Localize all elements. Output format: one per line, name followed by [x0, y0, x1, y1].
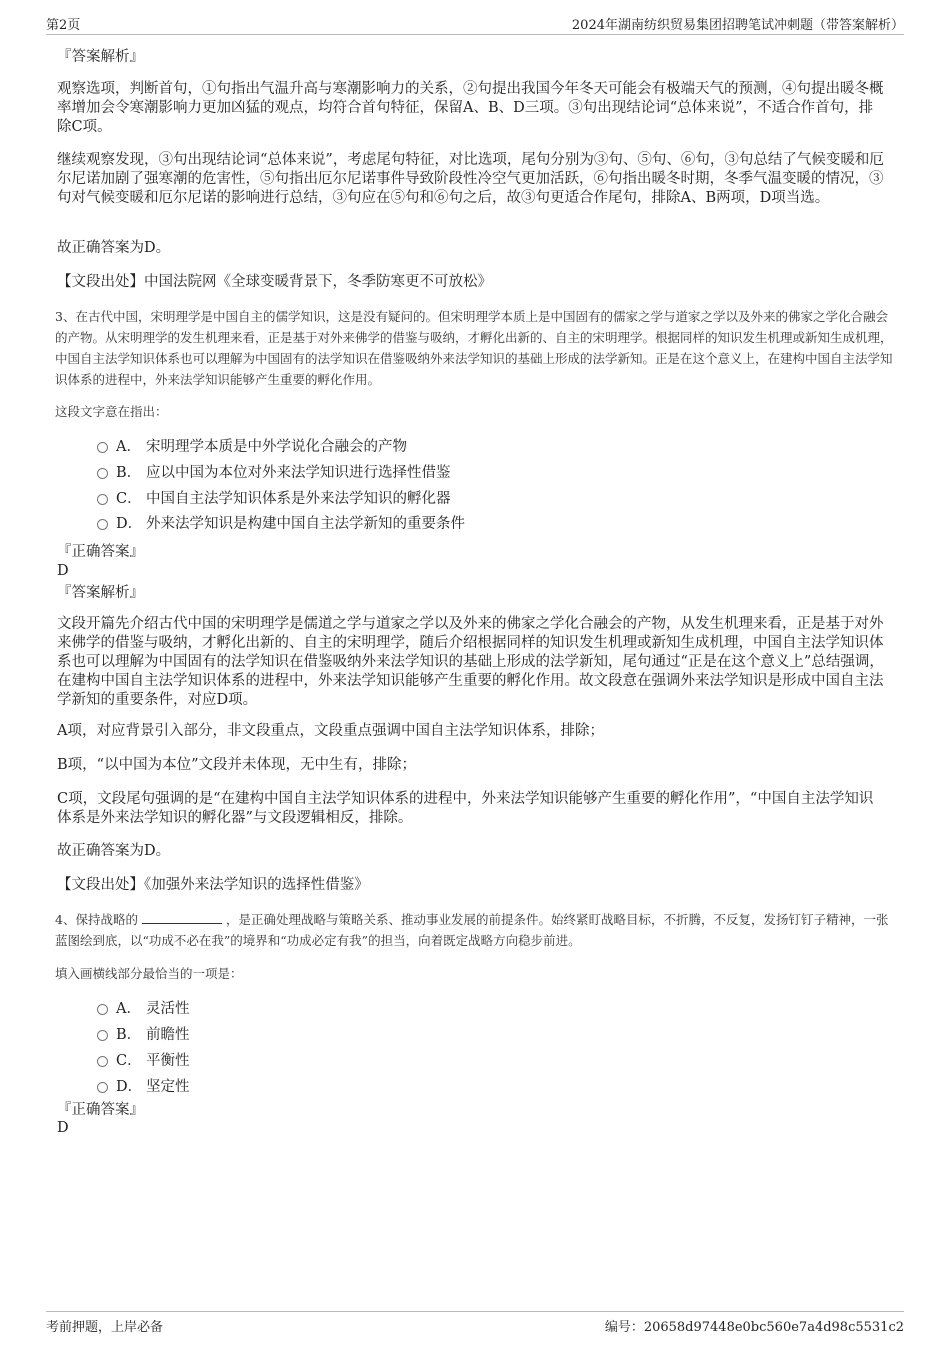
q3-option-a[interactable]: A． 宋明理学本质是中外学说化合融会的产物 [97, 437, 407, 457]
radio-icon[interactable] [97, 1030, 108, 1041]
document-title: 2024年湖南纺织贸易集团招聘笔试冲刺题（带答案解析） [571, 18, 904, 33]
radio-icon[interactable] [97, 1056, 108, 1067]
q4-option-a[interactable]: A． 灵活性 [97, 999, 190, 1019]
radio-icon[interactable] [97, 494, 108, 505]
prev-analysis-para-2: 继续观察发现，③句出现结论词“总体来说”，考虑尾句特征，对比选项，尾句分别为③句、⑤句、⑥句，③句总结了气候变暖和厄尔尼诺加剧了强寒潮的危害性，⑤句指出厄尔尼诺事件导致阶段性冷空气更加活跃，⑥句指出暖冬时期，冬季气温变暖的情况，③句对气候变暖和厄尔尼诺的影响进行总结，③句应在⑤句和⑥句之后，故③句更适合作尾句，排除A、B两项，D项当选。 [57, 152, 884, 206]
q3-option-c[interactable]: C． 中国自主法学知识体系是外来法学知识的孵化器 [97, 489, 451, 509]
q3-analysis-para-3: B项，“以中国为本位”文段并未体现，无中生有，排除； [57, 757, 416, 773]
q3-analysis-para-1: 文段开篇先介绍古代中国的宋明理学是儒道之学与道家之学以及外来的佛家之学化合融会的产物，从发生机理来看，正是基于对外来佛学的借鉴与吸纳，才孵化出新的、自主的宋明理学，随后介绍根据同样的知识发生机理或新知生成机理，中国自主法学知识体系也可以理解为中国固有的法学知识在借鉴吸纳外来法学知识的基础上形成的法学新知，尾句通过“正是在这个意义上”总结强调，在建构中国自主法学知识体系的进程中，外来法学知识能够产生重要的孵化作用。故文段意在强调外来法学知识是形成中国自主法学新知的重要条件，对应D项。 [57, 616, 884, 708]
page-number: 第2页 [46, 18, 81, 33]
q3-analysis-label: 『答案解析』 [57, 585, 144, 601]
q3-answer: D [57, 563, 69, 579]
fill-in-blank [142, 912, 222, 924]
radio-icon[interactable] [97, 1004, 108, 1015]
prev-source: 【文段出处】中国法院网《全球变暖背景下，冬季防寒更不可放松》 [57, 274, 492, 290]
prev-analysis-para-1: 观察选项，判断首句，①句指出气温升高与寒潮影响力的关系，②句提出我国今年冬天可能会有极端天气的预测，④句提出暖冬概率增加会令寒潮影响力更加凶猛的观点，均符合首句特征，保留A、B、D三项。③句出现结论词“总体来说”，不适合作首句，排除C项。 [57, 81, 884, 135]
q4-answer: D [57, 1120, 69, 1136]
q3-analysis-para-2: A项，对应背景引入部分，非文段重点，文段重点强调中国自主法学知识体系，排除； [57, 723, 604, 739]
prev-analysis-label: 『答案解析』 [57, 49, 144, 65]
q4-option-b[interactable]: B． 前瞻性 [97, 1025, 190, 1045]
radio-icon[interactable] [97, 442, 108, 453]
q3-prompt: 这段文字意在指出： [55, 404, 168, 419]
page-footer [46, 1311, 904, 1335]
q4-passage: 4、保持战略的 ，是正确处理战略与策略关系、推动事业发展的前提条件。始终紧盯战略目标，不折腾，不反复，发扬钉钉子精神，一张蓝图绘到底，以“功成不必在我”的境界和“功成必定有我”的担当，向着既定战略方向稳步前进。 [55, 912, 889, 948]
q3-passage: 3、在古代中国，宋明理学是中国自主的儒学知识，这是没有疑问的。但宋明理学本质上是中国固有的儒家之学与道家之学以及外来的佛家之学化合融会的产物。从宋明理学的发生机理来看，正是基于对外来佛学的借鉴与吸纳，才孵化出新的、自主的宋明理学。根据同样的知识发生机理或新知生成机理，中国自主法学知识体系也可以理解为中国固有的法学知识在借鉴吸纳外来法学知识的基础上形成的法学新知。正是在这个意义上，在建构中国自主法学知识体系的进程中，外来法学知识能够产生重要的孵化作用。 [55, 309, 893, 387]
footer-slogan: 考前押题，上岸必备 [46, 1320, 164, 1335]
q4-prompt: 填入画横线部分最恰当的一项是： [55, 966, 243, 981]
prev-conclusion: 故正确答案为D。 [57, 240, 171, 256]
document-code: 编号：20658d97448e0bc560e7a4d98c5531c2 [604, 1320, 904, 1335]
q4-option-d[interactable]: D． 坚定性 [97, 1077, 190, 1097]
q3-analysis-para-4: C项，文段尾句强调的是“在建构中国自主法学知识体系的进程中，外来法学知识能够产生重要的孵化作用”，“中国自主法学知识体系是外来法学知识的孵化器”与文段逻辑相反，排除。 [57, 791, 874, 826]
q4-option-c[interactable]: C． 平衡性 [97, 1051, 190, 1071]
radio-icon[interactable] [97, 519, 108, 530]
q3-option-d[interactable]: D． 外来法学知识是构建中国自主法学新知的重要条件 [97, 514, 465, 534]
radio-icon[interactable] [97, 468, 108, 479]
radio-icon[interactable] [97, 1082, 108, 1093]
q3-option-b[interactable]: B． 应以中国为本位对外来法学知识进行选择性借鉴 [97, 463, 451, 483]
q3-conclusion: 故正确答案为D。 [57, 843, 171, 859]
q4-answer-label: 『正确答案』 [57, 1102, 144, 1118]
q3-answer-label: 『正确答案』 [57, 544, 144, 560]
q3-source: 【文段出处】《加强外来法学知识的选择性借鉴》 [57, 877, 369, 893]
page-header [46, 14, 904, 35]
